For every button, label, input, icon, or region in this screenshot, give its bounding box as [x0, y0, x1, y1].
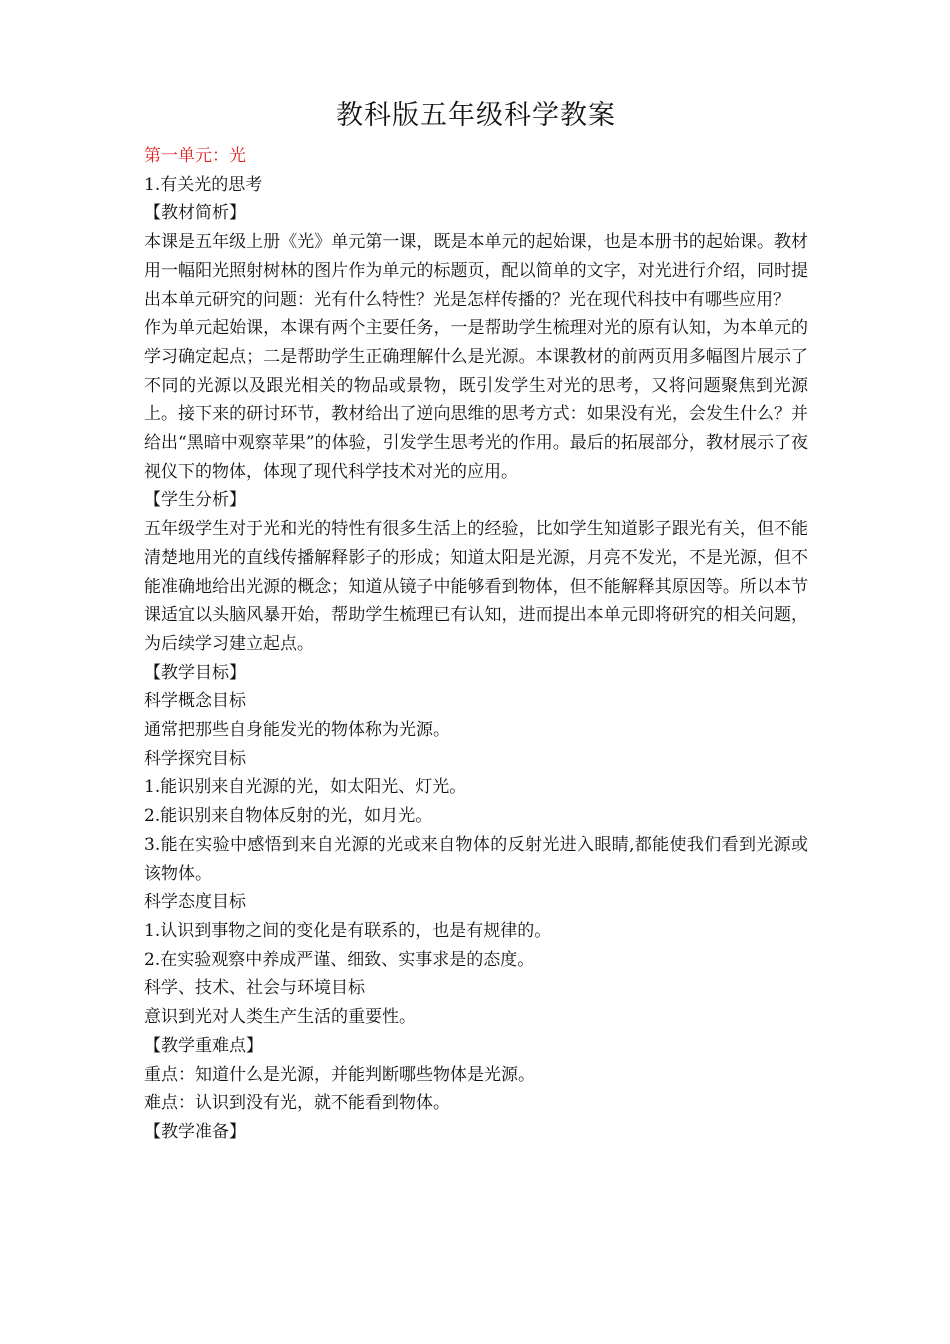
section-heading-key-points: 【教学重难点】 — [144, 1035, 263, 1056]
section-heading-analysis: 【教材简析】 — [144, 203, 246, 224]
section-heading-preparation: 【教学准备】 — [144, 1121, 246, 1142]
goal-sts-heading: 科学、技术、社会与环境目标 — [144, 978, 365, 999]
goal-inquiry-item: 2.能识别来自物体反射的光，如月光。 — [144, 806, 433, 827]
section-heading-student: 【学生分析】 — [144, 490, 246, 511]
goal-attitude-heading: 科学态度目标 — [144, 892, 246, 913]
difficult-point: 难点：认识到没有光，就不能看到物体。 — [144, 1093, 450, 1114]
lesson-title: 1.有关光的思考 — [144, 174, 263, 195]
goal-concept-item: 通常把那些自身能发光的物体称为光源。 — [144, 720, 450, 741]
document-title: 教科版五年级科学教案 — [336, 100, 616, 131]
goal-inquiry-heading: 科学探究目标 — [144, 748, 246, 769]
section-heading-goals: 【教学目标】 — [144, 662, 246, 683]
goal-sts-item: 意识到光对人类生产生活的重要性。 — [144, 1007, 416, 1028]
analysis-paragraph-1: 本课是五年级上册《光》单元第一课，既是本单元的起始课，也是本册书的起始课。教材用一幅阳光照射树林的图片作为单元的标题页，配以简单的文字，对光进行介绍，同时提出本单元研究的问题：光有什么特性？光是怎样传播的？光在现代科技中有哪些应用？ — [144, 232, 808, 310]
unit-heading: 第一单元：光 — [144, 146, 246, 166]
goal-concept-heading: 科学概念目标 — [144, 691, 246, 712]
goal-attitude-item: 2.在实验观察中养成严谨、细致、实事求是的态度。 — [144, 949, 535, 970]
goal-inquiry-item: 1.能识别来自光源的光，如太阳光、灯光。 — [144, 777, 467, 798]
goal-inquiry-item: 3.能在实验中感悟到来自光源的光或来自物体的反射光进入眼睛,都能使我们看到光源或该物体。 — [144, 834, 808, 884]
analysis-paragraph-2: 作为单元起始课，本课有两个主要任务，一是帮助学生梳理对光的原有认知，为本单元的学习确定起点；二是帮助学生正确理解什么是光源。本课教材的前两页用多幅图片展示了不同的光源以及跟光相关的物品或景物，既引发学生对光的思考，又将问题聚焦到光源上。接下来的研讨环节，教材给出了逆向思维的思考方式：如果没有光，会发生什么？并给出“黑暗中观察苹果”的体验，引发学生思考光的作用。最后的拓展部分，教材展示了夜视仪下的物体，体现了现代科学技术对光的应用。 — [144, 318, 808, 482]
student-paragraph-1: 五年级学生对于光和光的特性有很多生活上的经验，比如学生知道影子跟光有关，但不能清楚地用光的直线传播解释影子的形成；知道太阳是光源，月亮不发光，不是光源，但不能准确地给出光源的概念；知道从镜子中能够看到物体，但不能解释其原因等。所以本节课适宜以头脑风暴开始，帮助学生梳理已有认知，进而提出本单元即将研究的相关问题，为后续学习建立起点。 — [144, 519, 808, 654]
document-page — [144, 96, 808, 1147]
key-point: 重点：知道什么是光源，并能判断哪些物体是光源。 — [144, 1064, 535, 1085]
goal-attitude-item: 1.认识到事物之间的变化是有联系的，也是有规律的。 — [144, 920, 552, 941]
